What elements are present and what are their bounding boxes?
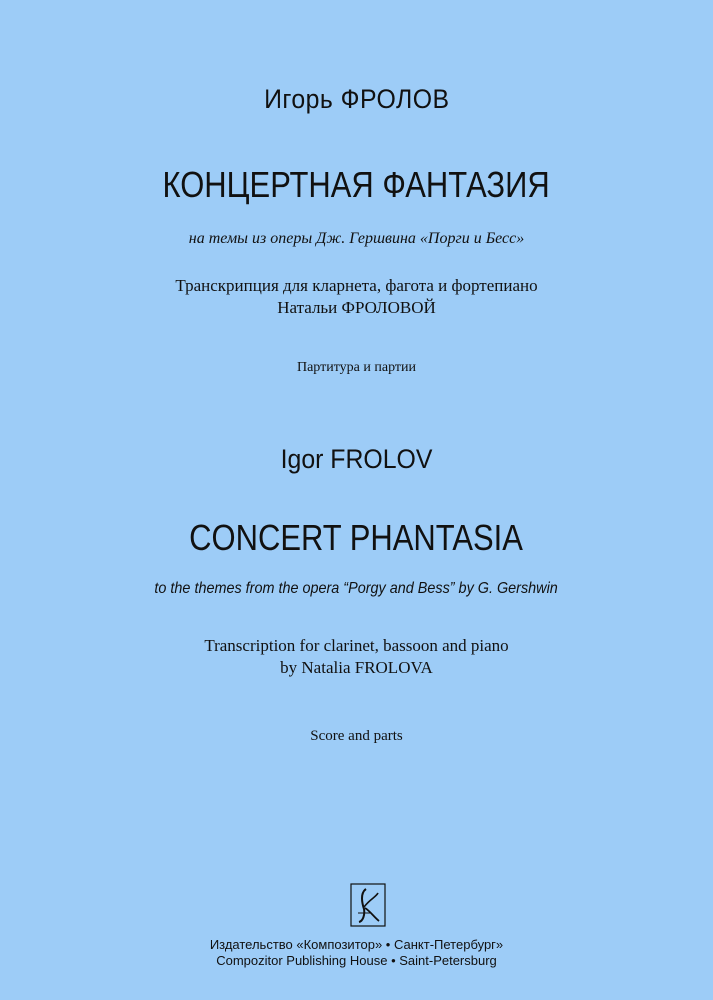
title-en-text: CONCERT PHANTASIA: [189, 517, 524, 558]
edition-ru: Партитура и партии: [296, 360, 416, 375]
transcription-en-line2: by Natalia FROLOVA: [280, 658, 433, 677]
title-ru: [0, 164, 713, 206]
author-name-ru: [0, 84, 713, 115]
transcription-ru-line2: Натальи ФРОЛОВОЙ: [277, 298, 436, 317]
publisher-line-en: Compozitor Publishing House • Saint-Petersburg: [216, 953, 497, 968]
author-name-ru-text: Игорь ФРОЛОВ: [263, 84, 450, 114]
transcription-ru-line1: Транскрипция для кларнета, фагота и фортепиано: [175, 276, 538, 295]
kompozitor-logo-icon: [350, 883, 386, 927]
publisher-line-ru: Издательство «Композитор» • Санкт-Петербург»: [209, 937, 504, 952]
author-name-en-text: Igor FROLOV: [280, 444, 433, 474]
transcription-en-line1: Transcription for clarinet, bassoon and piano: [204, 636, 509, 655]
subtitle-ru: на темы из оперы Дж. Гершвина «Порги и Бесс»: [188, 230, 525, 247]
subtitle-en-text: to the themes from the opera “Porgy and Bess” by G. Gershwin: [154, 580, 559, 597]
edition-en: Score and parts: [310, 728, 403, 744]
subtitle-en: [0, 580, 713, 598]
author-name-en: [0, 444, 713, 475]
title-en: [0, 517, 713, 559]
title-ru-text: КОНЦЕРТНАЯ ФАНТАЗИЯ: [162, 164, 551, 205]
